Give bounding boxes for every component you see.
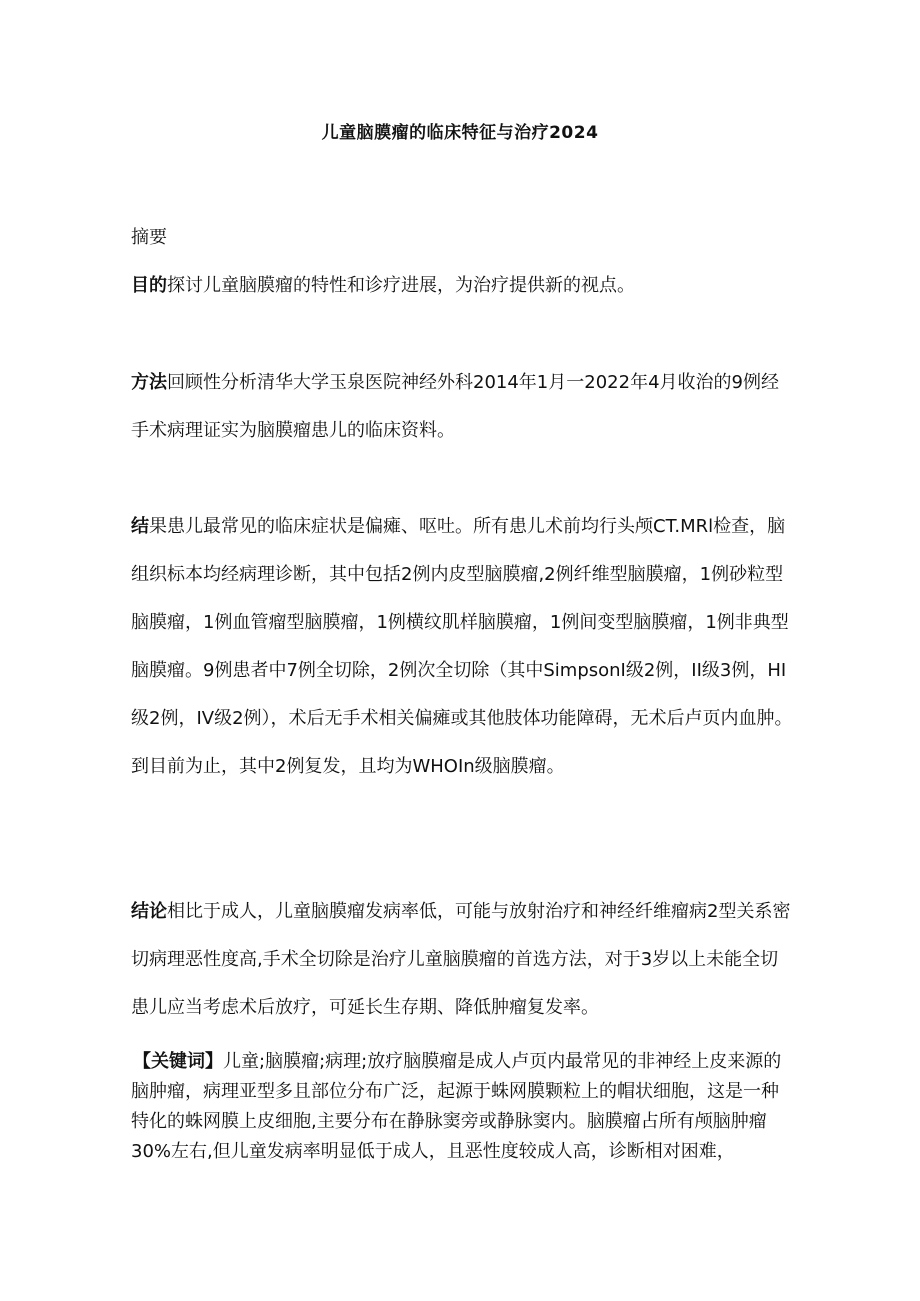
method-paragraph	[131, 359, 796, 455]
abstract-heading: 摘要	[131, 227, 167, 248]
purpose-text: 探讨儿童脑膜瘤的特性和诊疗进展，为治疗提供新的视点。	[167, 275, 635, 296]
method-text: 回顾性分析清华大学玉泉医院神经外科2014年1月一2022年4月收治的9例经手术病理证实为脑膜瘤患儿的临床资料。	[131, 372, 779, 441]
keywords-label: 【关键词】	[133, 1051, 223, 1072]
purpose-lead: 目的	[131, 275, 167, 296]
purpose-paragraph	[131, 262, 796, 310]
keywords-text: 儿童;脑膜瘤;病理;放疗脑膜瘤是成人卢页内最常见的非神经上皮来源的脑肿瘤，病理亚型多且部位分布广泛，起源于蛛网膜颗粒上的帽状细胞，这是一种特化的蛛网膜上皮细胞,主要分布在静脉窦旁或静脉窦内。脑膜瘤占所有颅脑肿瘤30%左右,但儿童发病率明显低于成人，且恶性度较成人高，诊断相对困难，	[131, 1051, 782, 1162]
conclusion-lead: 结论	[131, 901, 167, 922]
result-lead: 结	[131, 516, 149, 537]
method-lead: 方法	[131, 372, 167, 393]
conclusion-text: 相比于成人，儿童脑膜瘤发病率低，可能与放射治疗和神经纤维瘤病2型关系密切病理恶性度高,手术全切除是治疗儿童脑膜瘤的首选方法，对于3岁以上未能全切患儿应当考虑术后放疗，可延长生存期、降低肿瘤复发率。	[131, 901, 791, 1018]
conclusion-paragraph	[131, 888, 796, 1032]
keywords-paragraph	[131, 1047, 793, 1167]
document-title: 儿童脑膜瘤的临床特征与治疗2024	[321, 123, 599, 143]
result-text: 果患儿最常见的临床症状是偏瘫、呕吐。所有患儿术前均行头颅CT.MRl检查，脑组织标本均经病理诊断，其中包括2例内皮型脑膜瘤,2例纤维型脑膜瘤，1例砂粒型脑膜瘤，1例血管瘤型脑膜瘤，1例横纹肌样脑膜瘤，1例间变型脑膜瘤，1例非典型脑膜瘤。9例患者中7例全切除，2例次全切除（其中SimpsonI级2例，II级3例，HI级2例，IV级2例），术后无手术相关偏瘫或其他肢体功能障碍，无术后卢页内血肿。到目前为止，其中2例复发，且均为WHOIn级脑膜瘤。	[131, 516, 793, 777]
result-paragraph	[131, 503, 796, 791]
